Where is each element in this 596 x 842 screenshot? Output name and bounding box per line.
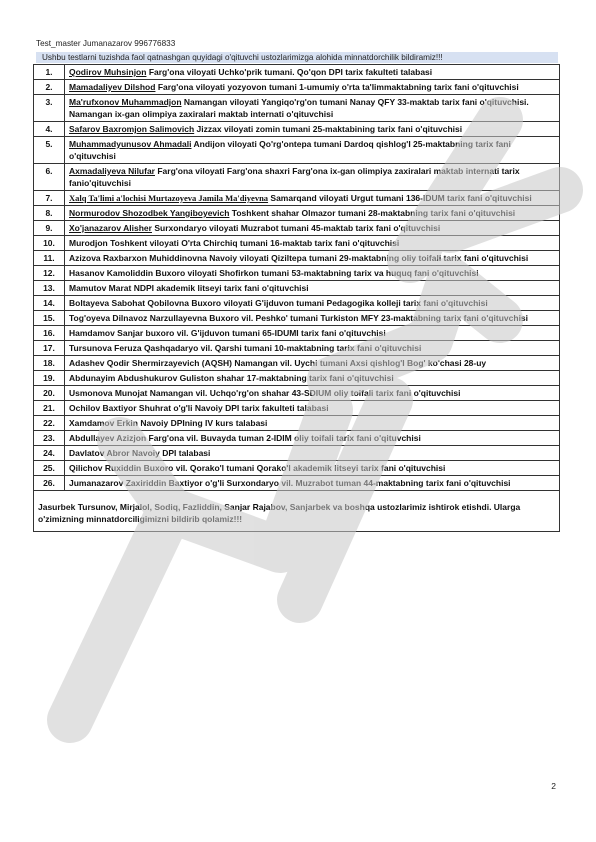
person-details: Davlatov Abror Navoiy DPI talabasi bbox=[69, 448, 211, 458]
table-row bbox=[34, 371, 560, 386]
row-number: 21. bbox=[34, 401, 65, 416]
row-number: 15. bbox=[34, 311, 65, 326]
row-description bbox=[65, 371, 560, 386]
row-number: 23. bbox=[34, 431, 65, 446]
row-number: 26. bbox=[34, 476, 65, 491]
person-details: Namangan viloyati Yangiqo'rg'on tumani Nanay QFY 33-maktab tarix fani o'qituvchisi. Namangan ix-gan olimpiya zaxiralari maktab internati o'qituvchisi bbox=[69, 97, 529, 119]
row-description bbox=[65, 206, 560, 221]
row-number: 3. bbox=[34, 95, 65, 122]
person-details: Tursunova Feruza Qashqadaryo vil. Qarshi tumani 10-maktabning tarix fani o'qituvchisi bbox=[69, 343, 422, 353]
row-number: 13. bbox=[34, 281, 65, 296]
row-description bbox=[65, 266, 560, 281]
table-row bbox=[34, 95, 560, 122]
person-details: Mamutov Marat NDPI akademik litseyi tarix fani o'qituvchisi bbox=[69, 283, 309, 293]
row-description bbox=[65, 431, 560, 446]
table-row bbox=[34, 386, 560, 401]
table-row bbox=[34, 311, 560, 326]
person-details: Usmonova Munojat Namangan vil. Uchqo'rg'on shahar 43-SDIUM oliy toifali tarix fani o'qituvchisi bbox=[69, 388, 461, 398]
row-number: 10. bbox=[34, 236, 65, 251]
page-number: 2 bbox=[551, 781, 556, 791]
table-row bbox=[34, 461, 560, 476]
row-number: 22. bbox=[34, 416, 65, 431]
person-name: Xalq Ta'limi a'lochisi Murtazoyeva Jamila Ma'diyevna bbox=[69, 193, 269, 203]
row-description bbox=[65, 341, 560, 356]
thanks-banner: Ushbu testlarni tuzishda faol qatnashgan quyidagi o'qituvchi ustozlarimizga alohida minnatdorchilik bildiramiz!!! bbox=[36, 52, 558, 63]
row-number: 17. bbox=[34, 341, 65, 356]
row-number: 16. bbox=[34, 326, 65, 341]
row-description bbox=[65, 236, 560, 251]
contributors-table-body bbox=[34, 65, 560, 491]
row-number: 18. bbox=[34, 356, 65, 371]
person-details: Azizova Raxbarxon Muhiddinovna Navoiy viloyati Qiziltepa tumani 29-maktabning oliy toifali tarix fani o'qituvchisi bbox=[69, 253, 529, 263]
row-number: 7. bbox=[34, 191, 65, 206]
person-details: Abdunayim Abdushukurov Guliston shahar 17-maktabning tarix fani o'qituvchisi bbox=[69, 373, 394, 383]
row-description bbox=[65, 95, 560, 122]
person-details: Toshkent shahar Olmazor tumani 28-maktabning tarix fani o'qituvchisi bbox=[229, 208, 516, 218]
person-name: Mamadaliyev Dilshod bbox=[69, 82, 156, 92]
person-details: Boltayeva Sabohat Qobilovna Buxoro viloyati G'ijduvon tumani Pedagogika kolleji tarix fani o'qituvchisi bbox=[69, 298, 488, 308]
table-row bbox=[34, 416, 560, 431]
table-row bbox=[34, 251, 560, 266]
table-row bbox=[34, 164, 560, 191]
row-number: 5. bbox=[34, 137, 65, 164]
person-details: Abdullayev Azizjon Farg'ona vil. Buvayda tuman 2-IDIM oliy toifali tarix fani o'qituvchisi bbox=[69, 433, 421, 443]
person-details: Hasanov Kamoliddin Buxoro viloyati Shofirkon tumani 53-maktabning tarix va huquq fani o'qituvchisi bbox=[69, 268, 479, 278]
row-description bbox=[65, 356, 560, 371]
row-number: 20. bbox=[34, 386, 65, 401]
row-number: 9. bbox=[34, 221, 65, 236]
person-name: Muhammadyunusov Ahmadali bbox=[69, 139, 192, 149]
row-number: 2. bbox=[34, 80, 65, 95]
person-details: Farg'ona viloyati Farg'ona shaxri Farg'ona ix-gan olimpiya zaxiralari maktab internati tarix fanio'qituvchisi bbox=[69, 166, 520, 188]
person-details: Murodjon Toshkent viloyati O'rta Chirchiq tumani 16-maktab tarix fani o'qituvchisi bbox=[69, 238, 400, 248]
table-row bbox=[34, 446, 560, 461]
row-number: 11. bbox=[34, 251, 65, 266]
table-row bbox=[34, 401, 560, 416]
table-row bbox=[34, 341, 560, 356]
row-number: 25. bbox=[34, 461, 65, 476]
row-description bbox=[65, 401, 560, 416]
table-row bbox=[34, 281, 560, 296]
person-details: Jumanazarov Zaxiriddin Baxtiyor o'g'li Surxondaryo vil. Muzrabot tuman 44-maktabning tarix fani o'qituvchisi bbox=[69, 478, 511, 488]
row-description bbox=[65, 461, 560, 476]
row-description bbox=[65, 191, 560, 206]
row-number: 19. bbox=[34, 371, 65, 386]
person-details: Xamdamov Erkin Navoiy DPIning IV kurs talabasi bbox=[69, 418, 268, 428]
person-details: Hamdamov Sanjar buxoro vil. G'ijduvon tumani 65-IDUMI tarix fani o'qituvchisi bbox=[69, 328, 386, 338]
person-details: Tog'oyeva Dilnavoz Narzullayevna Buxoro vil. Peshko' tumani Turkiston MFY 23-maktabning tarix fani o'qituvchisi bbox=[69, 313, 529, 323]
row-number: 6. bbox=[34, 164, 65, 191]
person-details: Andijon viloyati Qo'rg'ontepa tumani Dardoq qishlog'I 25-maktabning tarix fani o'qituvchisi bbox=[69, 139, 511, 161]
table-row bbox=[34, 80, 560, 95]
contributors-table bbox=[33, 64, 560, 491]
table-row bbox=[34, 326, 560, 341]
row-description bbox=[65, 80, 560, 95]
person-details: Farg'ona viloyati yozyovon tumani 1-umumiy o'rta ta'limmaktabning tarix fani o'qituvchisi bbox=[155, 82, 519, 92]
person-name: Ma'rufxonov Muhammadjon bbox=[69, 97, 182, 107]
row-number: 12. bbox=[34, 266, 65, 281]
table-row bbox=[34, 431, 560, 446]
person-details: Farg'ona viloyati Uchko'prik tumani. Qo'qon DPI tarix fakulteti talabasi bbox=[146, 67, 433, 77]
author-line: Test_master Jumanazarov 996776833 bbox=[36, 39, 176, 48]
row-description bbox=[65, 164, 560, 191]
table-row bbox=[34, 356, 560, 371]
row-number: 24. bbox=[34, 446, 65, 461]
row-number: 14. bbox=[34, 296, 65, 311]
footer-note: Jasurbek Tursunov, Mirjalol, Sodiq, Fazliddin, Sanjar Rajabov, Sanjarbek va boshqa ustozlarimiz ishtirok etishdi. Ularga o'zimizning minnatdorciligimizni bildirib qolamiz!!! bbox=[33, 491, 560, 532]
table-row bbox=[34, 266, 560, 281]
row-description bbox=[65, 326, 560, 341]
person-details: Adashev Qodir Shermirzayevich (AQSH) Namangan vil. Uychi tumani Axsi qishlog'I Bog' ko'chasi 28-uy bbox=[69, 358, 487, 368]
row-description bbox=[65, 446, 560, 461]
row-description bbox=[65, 122, 560, 137]
person-details: Qilichov Ruxiddin Buxoro vil. Qorako'l tumani Qorako'l akademik litseyi tarix fani o'qituvchisi bbox=[69, 463, 446, 473]
row-number: 4. bbox=[34, 122, 65, 137]
person-details: Samarqand viloyati Urgut tumani 136-IDUM tarix fani o'qituvchisi bbox=[268, 193, 532, 203]
person-details: Jizzax viloyati zomin tumani 25-maktabining tarix fani o'qituvchisi bbox=[194, 124, 463, 134]
row-description bbox=[65, 137, 560, 164]
person-name: Normurodov Shozodbek Yangiboyevich bbox=[69, 208, 230, 218]
person-details: Surxondaryo viloyati Muzrabot tumani 45-maktab tarix fani o'qituvchisi bbox=[151, 223, 441, 233]
person-name: Axmadaliyeva Nilufar bbox=[69, 166, 155, 176]
row-description bbox=[65, 416, 560, 431]
row-description bbox=[65, 476, 560, 491]
row-description bbox=[65, 221, 560, 236]
row-description bbox=[65, 65, 560, 80]
table-row bbox=[34, 122, 560, 137]
row-number: 8. bbox=[34, 206, 65, 221]
table-row bbox=[34, 476, 560, 491]
table-row bbox=[34, 296, 560, 311]
table-row bbox=[34, 137, 560, 164]
person-name: Xo'janazarov Alisher bbox=[69, 223, 152, 233]
table-row bbox=[34, 221, 560, 236]
row-description bbox=[65, 281, 560, 296]
row-number: 1. bbox=[34, 65, 65, 80]
table-row bbox=[34, 191, 560, 206]
row-description bbox=[65, 251, 560, 266]
table-row bbox=[34, 236, 560, 251]
row-description bbox=[65, 296, 560, 311]
person-name: Qodirov Muhsinjon bbox=[69, 67, 147, 77]
person-details: Ochilov Baxtiyor Shuhrat o'g'li Navoiy DPI tarix fakulteti talabasi bbox=[69, 403, 329, 413]
table-row bbox=[34, 206, 560, 221]
person-name: Safarov Baxromjon Salimovich bbox=[69, 124, 195, 134]
row-description bbox=[65, 311, 560, 326]
table-row bbox=[34, 65, 560, 80]
row-description bbox=[65, 386, 560, 401]
